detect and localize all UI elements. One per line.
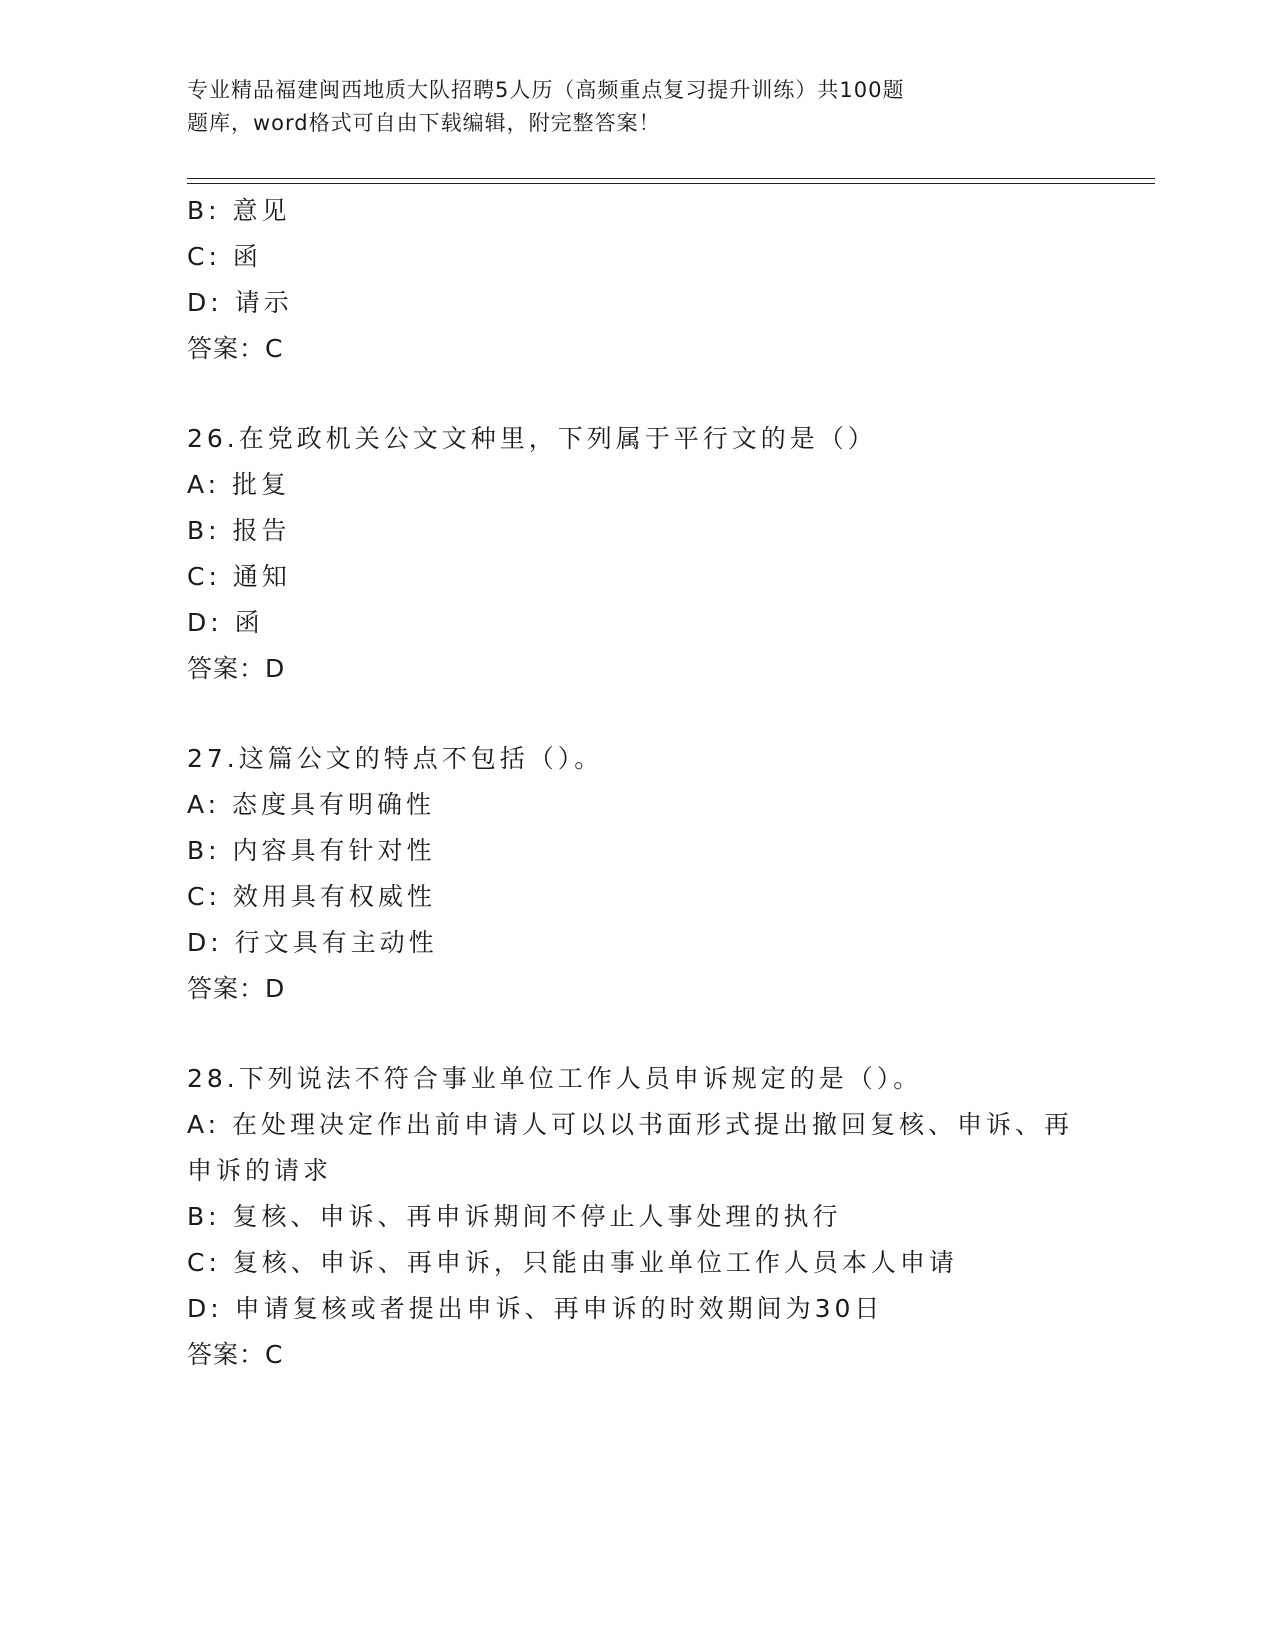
option-a-line-1: A: 在处理决定作出前申请人可以以书面形式提出撤回复核、申诉、再: [187, 1110, 1074, 1139]
option-c: C: 函: [187, 242, 262, 271]
option-b: B: 报告: [187, 516, 291, 545]
question-25-tail: [187, 188, 1087, 372]
option-a: A: 批复: [187, 470, 291, 499]
question-text: 28.下列说法不符合事业单位工作人员申诉规定的是（）。: [187, 1064, 923, 1093]
option-c: C: 复核、申诉、再申诉，只能由事业单位工作人员本人申请: [187, 1248, 958, 1277]
question-26: [187, 416, 1087, 692]
option-b: B: 意见: [187, 196, 291, 225]
header-divider-top: [187, 178, 1155, 179]
option-d: D: 申请复核或者提出申诉、再申诉的时效期间为30日: [187, 1294, 884, 1323]
answer: 答案：C: [187, 1340, 284, 1369]
question-text: 26.在党政机关公文文种里，下列属于平行文的是（）: [187, 424, 877, 453]
page-header: [187, 74, 1047, 140]
spacer: [187, 1012, 1087, 1056]
option-a-line-2: 申诉的请求: [187, 1156, 333, 1185]
answer: 答案：C: [187, 334, 284, 363]
option-a: A: 态度具有明确性: [187, 790, 436, 819]
header-divider-bottom: [187, 183, 1155, 184]
header-line-2: 题库，word格式可自由下载编辑，附完整答案！: [187, 111, 661, 135]
spacer: [187, 692, 1087, 736]
question-28: [187, 1056, 1087, 1378]
option-d: D: 函: [187, 608, 264, 637]
option-c: C: 通知: [187, 562, 291, 591]
option-c: C: 效用具有权威性: [187, 882, 436, 911]
header-line-1: 专业精品福建闽西地质大队招聘5人历（高频重点复习提升训练）共100题: [187, 78, 905, 102]
answer: 答案：D: [187, 974, 286, 1003]
option-d: D: 请示: [187, 288, 293, 317]
question-text: 27.这篇公文的特点不包括（）。: [187, 744, 604, 773]
option-d: D: 行文具有主动性: [187, 928, 438, 957]
option-b: B: 内容具有针对性: [187, 836, 436, 865]
question-27: [187, 736, 1087, 1012]
option-b: B: 复核、申诉、再申诉期间不停止人事处理的执行: [187, 1202, 842, 1231]
answer: 答案：D: [187, 654, 286, 683]
spacer: [187, 372, 1087, 416]
question-list: [187, 188, 1087, 1378]
